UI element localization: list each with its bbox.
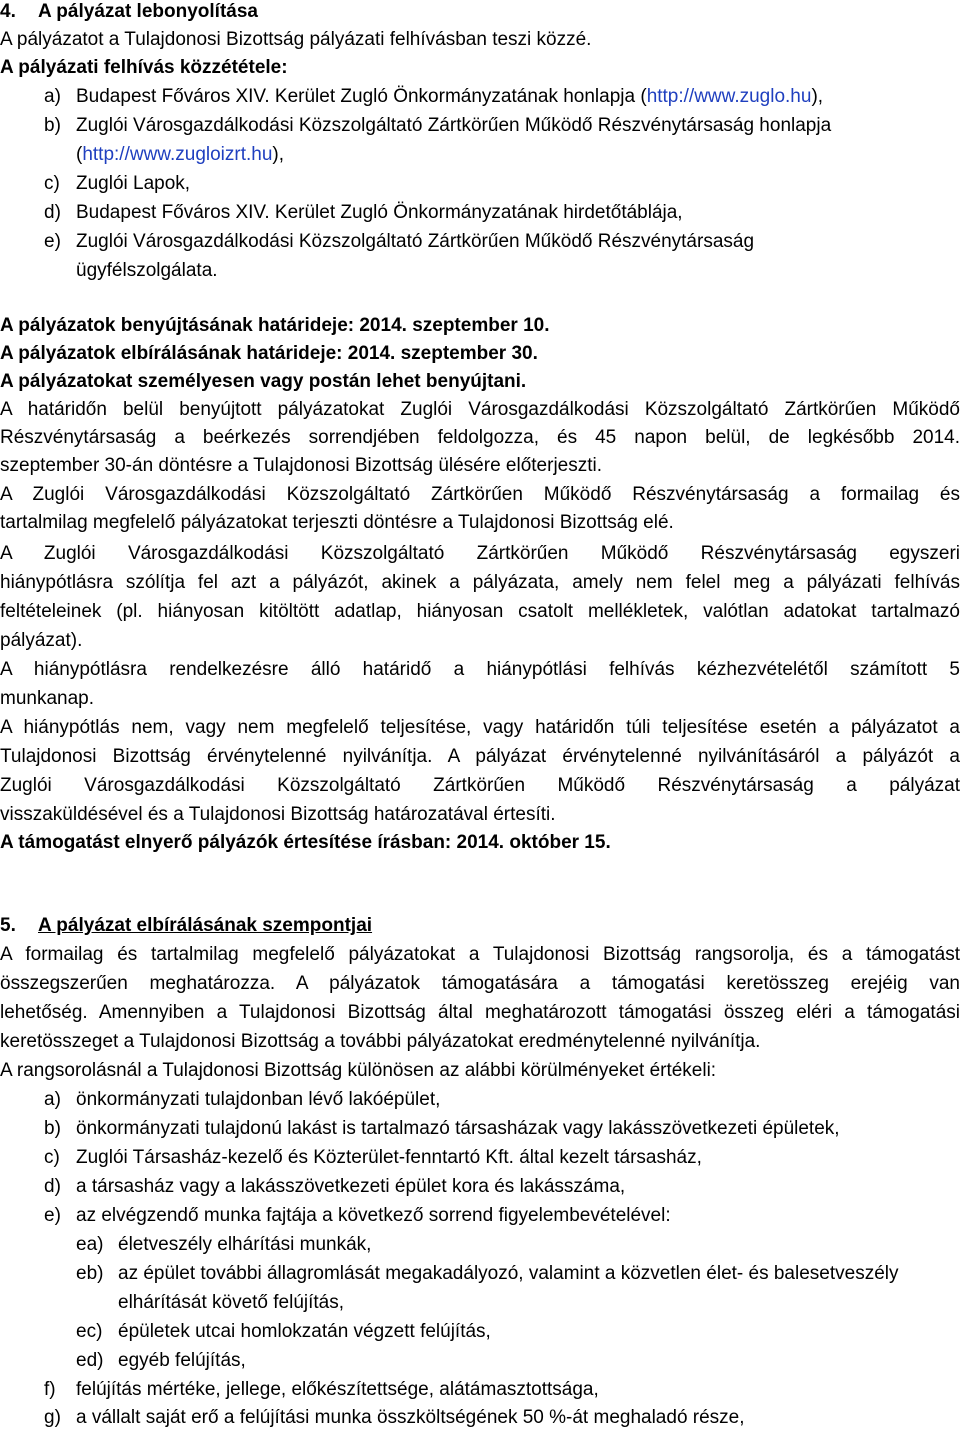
item-marker: a)	[44, 86, 61, 107]
item-text: az elvégzendő munka fajtája a következő sorrend figyelembevételével:	[76, 1205, 671, 1226]
item-text: épületek utcai homlokzatán végzett felújítás,	[118, 1321, 491, 1342]
publication-item-e	[44, 228, 944, 256]
paragraph-line: A határidőn belül benyújtott pályázatokat Zuglói Városgazdálkodási Közszolgáltató Zártkörűen Működő	[0, 399, 960, 420]
paragraph-line: hiánypótlásra szólítja fel azt a pályázót, akinek a pályázata, amely nem felel meg a pályázati felhívás	[0, 572, 960, 593]
paragraph-line: lehetőség. Amennyiben a Tulajdonosi Bizottság által meghatározott támogatási összeg eléri a támogatási	[0, 1002, 960, 1023]
item-text: egyéb felújítás,	[118, 1350, 246, 1371]
item-marker: ec)	[76, 1321, 103, 1342]
section-4-number: 4.	[0, 1, 16, 22]
item-marker: f)	[44, 1379, 56, 1400]
item-marker: b)	[44, 1118, 61, 1139]
deadline-judge: A pályázatok elbírálásának határideje: 2014. szeptember 30.	[0, 343, 538, 364]
publication-item-b	[44, 112, 944, 140]
paragraph-line: feltételeinek (pl. hiányosan kitöltött adatlap, hiányosan csatolt mellékletek, valótlan adatokat tartalmazó	[0, 601, 960, 622]
criteria-item-d	[44, 1173, 944, 1201]
item-marker: e)	[44, 1205, 61, 1226]
item-text: önkormányzati tulajdonban lévő lakóépület,	[76, 1089, 441, 1110]
paragraph-line: munkanap.	[0, 688, 95, 709]
paragraph-line: A Zuglói Városgazdálkodási Közszolgáltató Zártkörűen Működő Részvénytársaság egyszeri	[0, 543, 960, 564]
section-4-heading	[0, 0, 960, 26]
item-text: a vállalt saját erő a felújítási munka összköltségének 50 %-át meghaladó része,	[76, 1407, 745, 1428]
item-text: Zuglói Társasház-kezelő és Közterület-fenntartó Kft. által kezelt társasház,	[76, 1147, 702, 1168]
item-text: Budapest Főváros XIV. Kerület Zugló Önkormányzatának hirdetőtáblája,	[76, 202, 683, 223]
section-5-title: A pályázat elbírálásának szempontjai	[38, 915, 373, 936]
item-text: az épület további állagromlását megakadályozó, valamint a közvetlen élet- és balesetveszély	[118, 1263, 899, 1284]
criteria-item-b	[44, 1115, 944, 1143]
subcriteria-item-ec	[76, 1318, 946, 1346]
paragraph-line: A hiánypótlásra rendelkezésre álló határidő a hiánypótlási felhívás kézhezvételétől számított 5	[0, 659, 960, 680]
notification-date: A támogatást elnyerő pályázók értesítése írásban: 2014. október 15.	[0, 832, 611, 853]
subcriteria-item-ea	[76, 1231, 946, 1259]
item-marker: eb)	[76, 1263, 104, 1284]
paragraph-line: keretösszeget a Tulajdonosi Bizottság a további pályázatokat eredménytelenné nyilvánítja.	[0, 1031, 761, 1052]
section-4-intro: A pályázatot a Tulajdonosi Bizottság pályázati felhívásban teszi közzé.	[0, 29, 592, 50]
item-text-end: ),	[272, 144, 285, 165]
subcriteria-item-eb-cont: elhárítását követő felújítás,	[118, 1292, 345, 1313]
criteria-item-g	[44, 1404, 944, 1432]
paragraph-line: szeptember 30-án döntésre a Tulajdonosi Bizottság ülésére előterjeszti.	[0, 455, 603, 476]
submit-mode: A pályázatokat személyesen vagy postán lehet benyújtani.	[0, 371, 527, 392]
criteria-item-f	[44, 1376, 944, 1404]
paragraph-line: A hiánypótlás nem, vagy nem megfelelő teljesítése, vagy határidőn túli teljesítése esetén a pályázatot a	[0, 717, 960, 738]
criteria-item-e	[44, 1202, 944, 1230]
section-4-title: A pályázat lebonyolítása	[38, 1, 258, 22]
item-marker: d)	[44, 1176, 61, 1197]
paragraph-line: visszaküldésével és a Tulajdonosi Bizottság határozatával értesíti.	[0, 804, 556, 825]
item-text: felújítás mértéke, jellege, előkészítettsége, alátámasztottsága,	[76, 1379, 599, 1400]
publication-item-d	[44, 199, 944, 227]
item-text: önkormányzati tulajdonú lakást is tartalmazó társasházak vagy lakásszövetkezeti épületek,	[76, 1118, 840, 1139]
paragraph-line: összegszerűen meghatározza. A pályázatok támogatására a támogatási keretösszeg erejéig van	[0, 973, 960, 994]
paragraph-line: pályázat).	[0, 630, 83, 651]
item-text: Budapest Főváros XIV. Kerület Zugló Önkormányzatának honlapja (	[76, 86, 647, 107]
item-marker: e)	[44, 231, 61, 252]
publication-item-e-cont: ügyfélszolgálata.	[76, 260, 218, 281]
deadline-submit: A pályázatok benyújtásának határideje: 2014. szeptember 10.	[0, 315, 550, 336]
item-text: (	[76, 144, 83, 165]
paragraph-line: A Zuglói Városgazdálkodási Közszolgáltató Zártkörűen Működő Részvénytársaság a formailag és	[0, 484, 960, 505]
publication-item-c	[44, 170, 944, 198]
item-text: Zuglói Városgazdálkodási Közszolgáltató Zártkörűen Működő Részvénytársaság	[76, 231, 755, 252]
item-text: életveszély elhárítási munkák,	[118, 1234, 372, 1255]
item-marker: a)	[44, 1089, 61, 1110]
paragraph-line: A formailag és tartalmilag megfelelő pályázatokat a Tulajdonosi Bizottság rangsorolja, és a támogatást	[0, 944, 960, 965]
subcriteria-item-eb	[76, 1260, 956, 1288]
section-5-heading	[0, 912, 960, 940]
paragraph-line: Tulajdonosi Bizottság érvénytelenné nyilvánítja. A pályázat érvénytelenné nyilvánításáról a pályázót a	[0, 746, 960, 767]
item-marker: c)	[44, 1147, 60, 1168]
criteria-item-c	[44, 1144, 944, 1172]
criteria-intro: A rangsorolásnál a Tulajdonosi Bizottság különösen az alábbi körülményeket értékeli:	[0, 1060, 717, 1081]
item-text: a társasház vagy a lakásszövetkezeti épület kora és lakásszáma,	[76, 1176, 626, 1197]
paragraph-line: tartalmilag megfelelő pályázatokat terjeszti döntésre a Tulajdonosi Bizottság elé.	[0, 512, 674, 533]
subcriteria-item-ed	[76, 1347, 946, 1375]
criteria-item-a	[44, 1086, 944, 1114]
item-text-end: ),	[811, 86, 824, 107]
paragraph-line: Zuglói Városgazdálkodási Közszolgáltató Zártkörűen Működő Részvénytársaság a pályázat	[0, 775, 960, 796]
item-marker: ea)	[76, 1234, 104, 1255]
item-marker: c)	[44, 173, 60, 194]
item-marker: ed)	[76, 1350, 104, 1371]
zugloizrt-hu-link[interactable]: http://www.zugloizrt.hu	[82, 144, 273, 165]
item-marker: b)	[44, 115, 61, 136]
zuglo-hu-link[interactable]: http://www.zuglo.hu	[646, 86, 812, 107]
item-marker: g)	[44, 1407, 61, 1428]
publication-item-b-link	[76, 141, 936, 169]
paragraph-line: Részvénytársaság a beérkezés sorrendjében feldolgozza, és 45 napon belül, de legkésőbb 2014.	[0, 427, 960, 448]
publication-item-a	[44, 83, 944, 111]
item-text: Zuglói Városgazdálkodási Közszolgáltató Zártkörűen Működő Részvénytársaság honlapja	[76, 115, 832, 136]
item-marker: d)	[44, 202, 61, 223]
publication-heading: A pályázati felhívás közzététele:	[0, 57, 288, 78]
section-5-number: 5.	[0, 915, 16, 936]
item-text: Zuglói Lapok,	[76, 173, 191, 194]
